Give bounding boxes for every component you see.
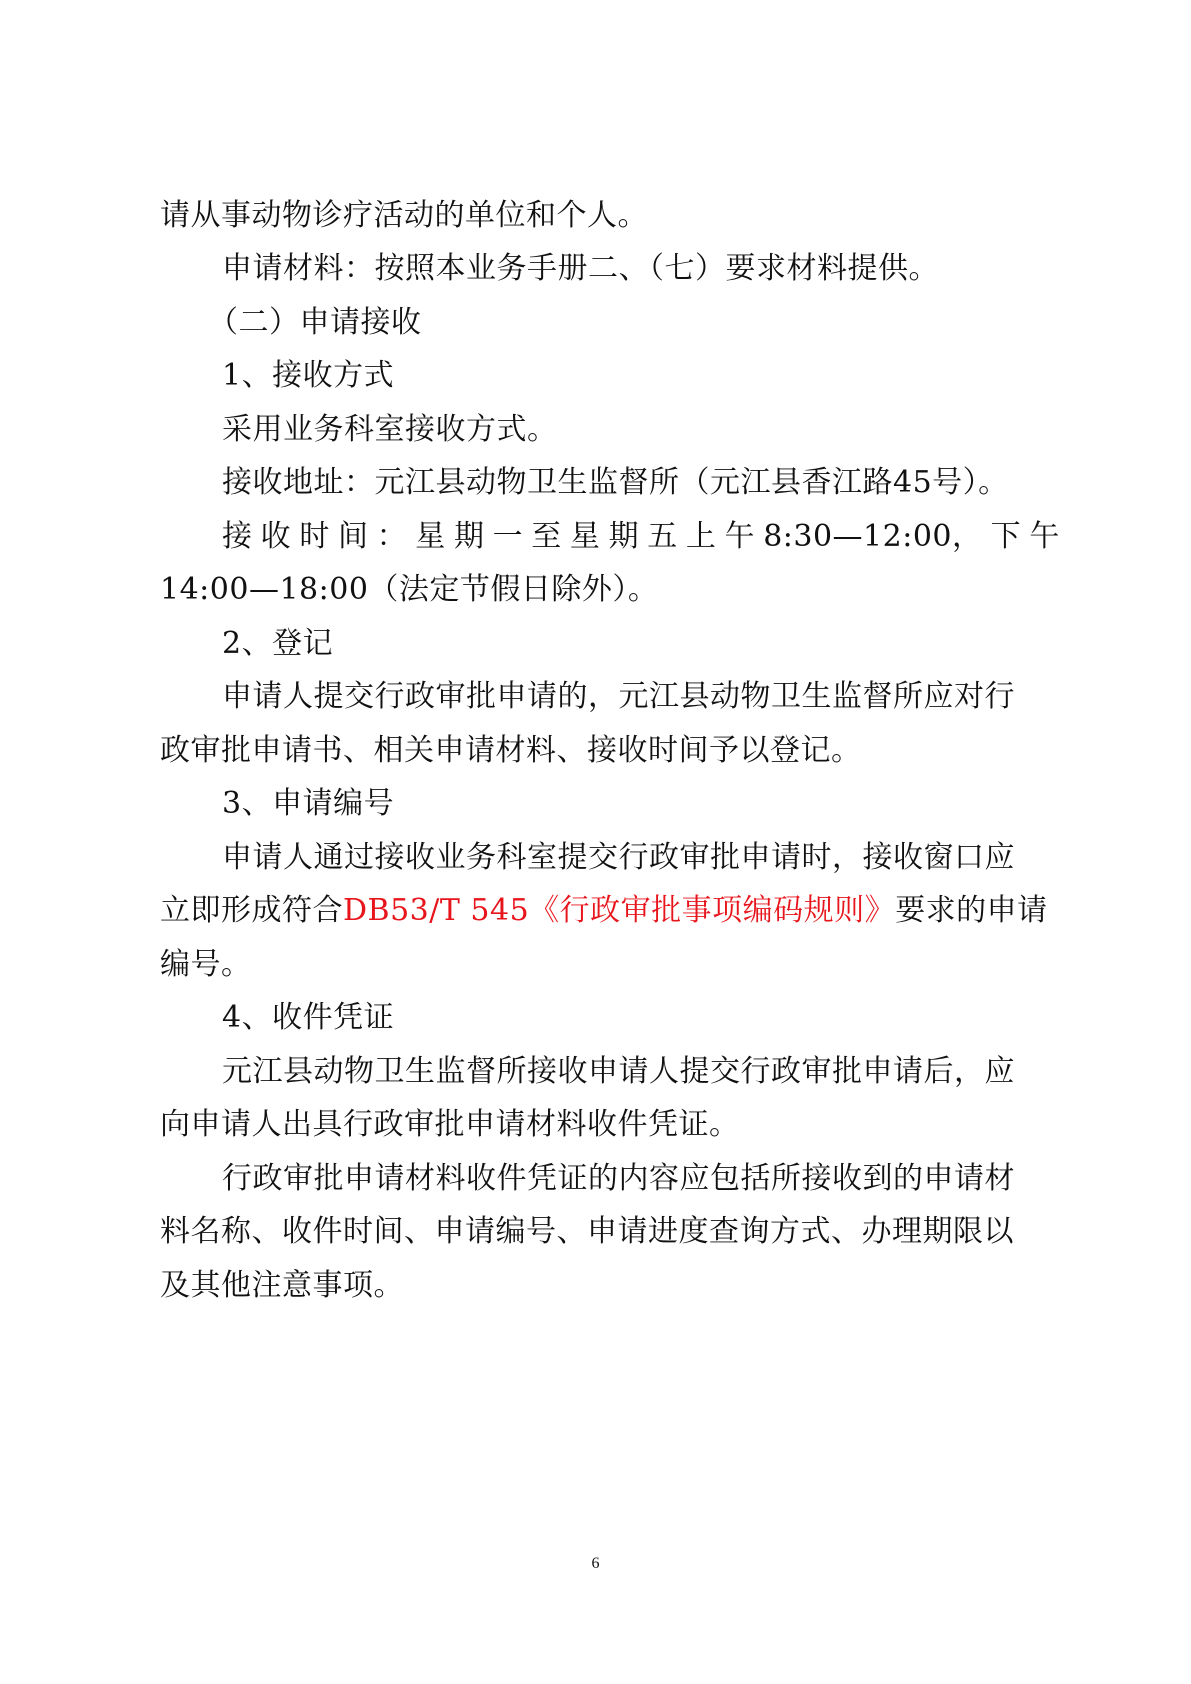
text-token: 五 [647,519,678,554]
text-token: 星 [569,519,601,554]
paragraph-line: 向申请人出具行政审批申请材料收件凭证。 [160,1107,740,1142]
paragraph-line: 14:00—18:00（法定节假日除外）。 [160,572,659,607]
text-token: 期 [608,519,640,554]
subsection-heading: 2、登记 [222,626,334,661]
page-number: 6 [591,1555,600,1572]
text-token: 8:30—12:00， [763,519,983,554]
paragraph-line: 采用业务科室接收方式。 [222,412,558,447]
subsection-heading: 4、收件凭证 [222,1000,395,1035]
paragraph-line: 接收地址：元江县动物卫生监督所（元江县香江路45号）。 [222,465,1009,500]
text-span: 立即形成符合 [160,893,343,928]
paragraph-line [160,891,1060,931]
standard-reference: DB53/T 545《行政审批事项编码规则》 [343,893,896,928]
paragraph-line: 编号。 [160,947,252,982]
text-token: 时 [299,519,330,554]
text-span: 要求的申请 [895,893,1048,928]
paragraph-line: 请从事动物诊疗活动的单位和个人。 [160,198,648,233]
section-heading: （二）申请接收 [208,305,422,340]
paragraph-line: 申请人提交行政审批申请的，元江县动物卫生监督所应对行 [222,679,1015,714]
paragraph-line: 料名称、收件时间、申请编号、申请进度查询方式、办理期限以 [160,1214,1014,1249]
text-token: 下 [990,519,1022,554]
text-token: 收 [260,519,292,554]
subsection-heading: 1、接收方式 [222,358,395,393]
subsection-heading: 3、申请编号 [222,786,395,821]
text-token: ： [376,519,408,554]
text-token: 间 [337,519,369,554]
text-token: 午 [724,519,756,554]
paragraph-line-justified [222,517,1060,557]
text-token: 午 [1029,519,1060,554]
text-token: 至 [531,519,562,554]
paragraph-line: 行政审批申请材料收件凭证的内容应包括所接收到的申请材 [222,1161,1015,1196]
text-token: 一 [492,519,524,554]
paragraph-line: 政审批申请书、相关申请材料、接收时间予以登记。 [160,733,862,768]
paragraph-line: 申请材料：按照本业务手册二、（七）要求材料提供。 [222,251,939,286]
paragraph-line: 及其他注意事项。 [160,1268,404,1303]
text-token: 接 [222,519,253,554]
paragraph-line: 元江县动物卫生监督所接收申请人提交行政审批申请后，应 [222,1054,1015,1089]
text-token: 期 [453,519,485,554]
paragraph-line: 申请人通过接收业务科室提交行政审批申请时，接收窗口应 [222,840,1015,875]
text-token: 星 [415,519,446,554]
text-token: 上 [685,519,717,554]
